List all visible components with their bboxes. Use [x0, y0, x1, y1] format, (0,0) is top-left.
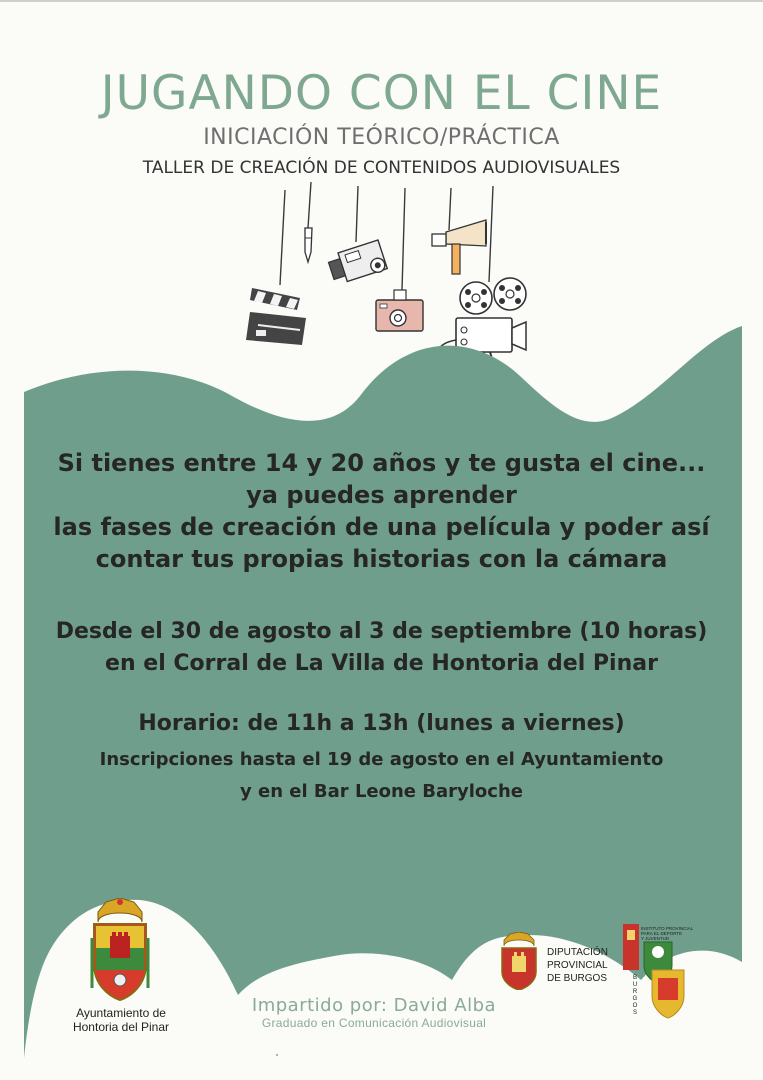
intro-line: ya puedes aprender — [246, 481, 517, 509]
instituto-label — [641, 926, 701, 941]
intro-paragraph — [30, 447, 733, 575]
dates-line: Desde el 30 de agosto al 3 de septiembre (10 horas) — [55, 619, 708, 644]
instituto-line: Y JUVENTUD — [641, 936, 670, 941]
teacher-role-line: Graduado en Comunicación Audiovisual — [261, 1016, 487, 1030]
ayuntamiento-coat-of-arms-icon — [84, 898, 156, 1004]
poster-subtitle: INICIACIÓN TEÓRICO/PRÁCTICA — [203, 125, 560, 150]
ayuntamiento-line: Hontoria del Pinar — [72, 1020, 170, 1034]
intro-line: contar tus propias historias con la cámara — [95, 545, 668, 573]
registration-line: Inscripciones hasta el 19 de agosto en el Ayuntamiento — [99, 749, 664, 770]
dates-paragraph — [30, 616, 733, 680]
poster-workshop-name: TALLER DE CREACIÓN DE CONTENIDOS AUDIOVISUALES — [142, 158, 621, 178]
diputacion-label — [547, 946, 617, 985]
ayuntamiento-label — [50, 1006, 192, 1034]
diputacion-line: PROVINCIAL — [547, 960, 608, 971]
instituto-burgos-vertical: BURGOS — [632, 975, 638, 1016]
dates-line: en el Corral de La Villa de Hontoria del Pinar — [105, 651, 658, 676]
registration-paragraph — [30, 744, 733, 808]
intro-line: las fases de creación de una película y poder así — [53, 513, 710, 541]
diputacion-line: DIPUTACIÓN — [547, 947, 608, 958]
instituto-line: PARA EL DEPORTE — [641, 931, 683, 936]
instituto-line: INSTITUTO PROVINCIAL — [641, 926, 694, 931]
diputacion-coat-of-arms-icon — [498, 932, 540, 990]
poster-title: JUGANDO CON EL CINE — [100, 66, 663, 121]
stray-dot — [276, 1054, 278, 1056]
teacher-line: Impartido por: David Alba — [251, 995, 497, 1016]
registration-line: y en el Bar Leone Baryloche — [240, 781, 523, 802]
diputacion-line: DE BURGOS — [547, 973, 608, 984]
ayuntamiento-line: Ayuntamiento de — [76, 1006, 166, 1020]
schedule-line: Horario: de 11h a 13h (lunes a viernes) — [138, 711, 625, 736]
intro-line: Si tienes entre 14 y 20 años y te gusta el cine... — [57, 449, 706, 477]
